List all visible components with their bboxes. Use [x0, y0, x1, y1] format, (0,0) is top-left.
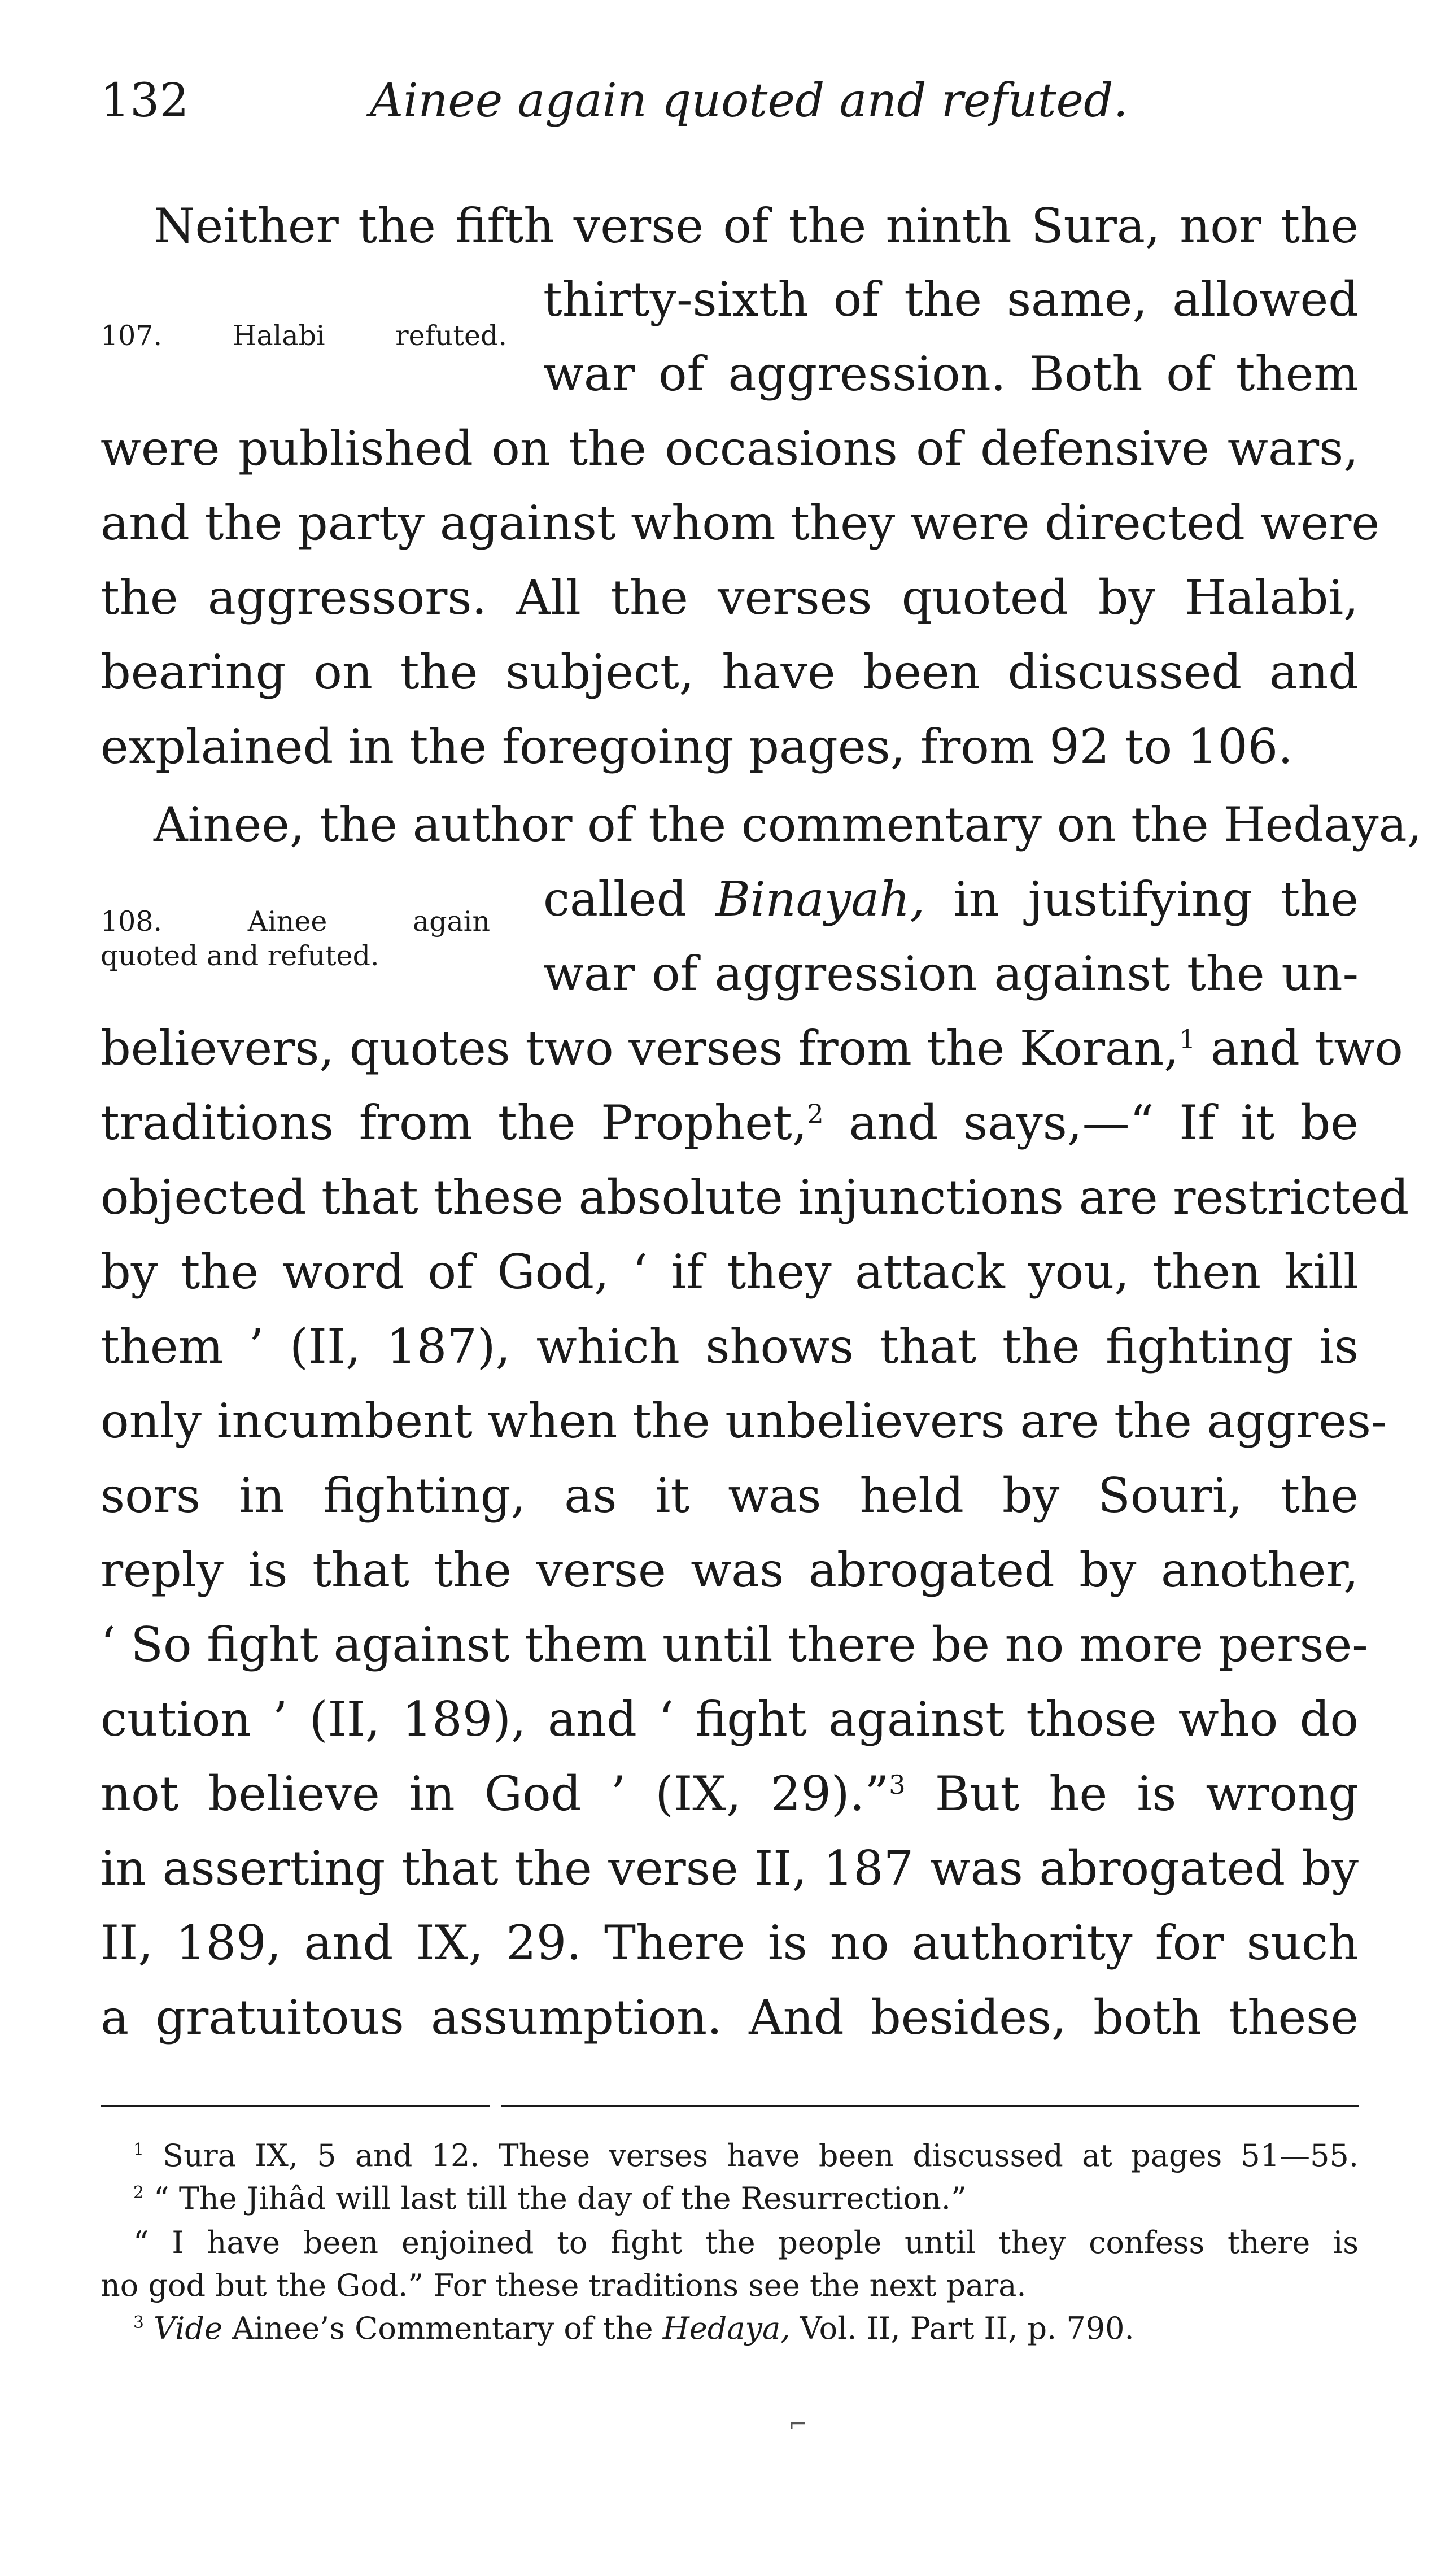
page-number: 132	[101, 74, 189, 128]
para2-line-5	[101, 1095, 1359, 1150]
footnote-1-text: Sura IX, 5 and 12. These verses have been discussed at pages 51—55.	[163, 2138, 1359, 2173]
para2-line-2-c: in justifying the	[925, 871, 1359, 927]
para2-line-14-a: not believe in God ’ (IX, 29).”	[101, 1766, 889, 1821]
footnote-3-text-a: Ainee’s Commentary of the	[222, 2311, 663, 2346]
para1-line-3: war of aggression. Both of them	[543, 346, 1359, 402]
footnote-3-mark: 3	[133, 2313, 144, 2333]
footnote-ref-1[interactable]: 1	[1178, 1024, 1196, 1054]
para2-line-12: ‘ So fight against them until there be no more perse-	[101, 1617, 1368, 1672]
footnote-3	[133, 2313, 1359, 2344]
footnote-rule-left	[101, 2105, 490, 2107]
footnote-2-text: “ The Jihâd will last till the day of the Resurrection.”	[154, 2181, 967, 2216]
footnote-1	[133, 2138, 1359, 2173]
binayah-title: Binayah,	[715, 871, 925, 927]
para2-line-14-b: But he is wrong	[905, 1766, 1359, 1821]
margin-note-108-b: quoted and refuted.	[101, 940, 379, 972]
para2-line-10: sors in fighting, as it was held by Souri, the	[101, 1468, 1359, 1523]
para2-line-2	[543, 871, 1359, 927]
footnote-rule-right	[501, 2105, 1359, 2107]
footnote-ref-3[interactable]: 3	[889, 1769, 906, 1800]
para1-line-7: bearing on the subject, have been discussed and	[101, 644, 1359, 700]
para2-line-8: them ’ (II, 187), which shows that the fighting is	[101, 1319, 1359, 1374]
para1-line-8: explained in the foregoing pages, from 92 to 106.	[101, 719, 1293, 774]
para2-line-16: II, 189, and IX, 29. There is no authority for such	[101, 1915, 1359, 1971]
para1-line-1: Neither the fifth verse of the ninth Sura, nor the	[154, 198, 1359, 254]
para1-line-6: the aggressors. All the verses quoted by Halabi,	[101, 570, 1359, 625]
para2-line-9: only incumbent when the unbelievers are the aggres-	[101, 1393, 1387, 1449]
para2-line-6: objected that these absolute injunctions are restricted	[101, 1170, 1409, 1225]
margin-note-108-a: 108. Ainee again	[101, 905, 490, 938]
para2-line-13: cution ’ (II, 189), and ‘ fight against those who do	[101, 1692, 1359, 1747]
margin-note-107: 107. Halabi refuted.	[101, 320, 507, 352]
para2-line-3: war of aggression against the un-	[543, 946, 1359, 1001]
footnote-ref-2[interactable]: 2	[807, 1099, 824, 1129]
footnote-2b-line-2: no god but the God.” For these traditions see the next para.	[101, 2268, 1027, 2303]
para2-line-14	[101, 1766, 1359, 1821]
running-title: Ainee again quoted and refuted.	[370, 74, 1128, 128]
para2-line-5-b: and says,—“ If it be	[823, 1095, 1359, 1150]
para2-line-11: reply is that the verse was abrogated by another,	[101, 1542, 1359, 1598]
footnote-2b-line-1: “ I have been enjoined to fight the people until they confess there is	[133, 2225, 1359, 2260]
para1-line-2: thirty-sixth of the same, allowed	[543, 272, 1359, 327]
para2-line-17: a gratuitous assumption. And besides, both these	[101, 1990, 1359, 2045]
para1-line-4: were published on the occasions of defensive wars,	[101, 421, 1359, 476]
footnote-3-text-b: Vol. II, Part II, p. 790.	[790, 2311, 1134, 2346]
para2-line-4-b: and two	[1195, 1021, 1403, 1076]
para2-line-4	[101, 1021, 1403, 1076]
footnote-1-mark: 1	[133, 2140, 144, 2160]
para2-line-4-a: believers, quotes two verses from the Koran,	[101, 1021, 1179, 1076]
para2-line-5-a: traditions from the Prophet,	[101, 1095, 807, 1150]
para1-line-5: and the party against whom they were directed were	[101, 495, 1380, 551]
footnote-2	[133, 2183, 1359, 2214]
para2-line-2-a: called	[543, 871, 716, 927]
para2-line-1: Ainee, the author of the commentary on the Hedaya,	[154, 797, 1422, 852]
para2-line-15: in asserting that the verse II, 187 was abrogated by	[101, 1841, 1359, 1896]
footnote-3-vide: Vide	[154, 2311, 222, 2346]
footnote-3-hedaya: Hedaya,	[662, 2311, 791, 2346]
print-speck: ⌐	[788, 2412, 807, 2438]
para2-line-7: by the word of God, ‘ if they attack you, then kill	[101, 1244, 1359, 1300]
footnote-2-mark: 2	[133, 2183, 144, 2203]
